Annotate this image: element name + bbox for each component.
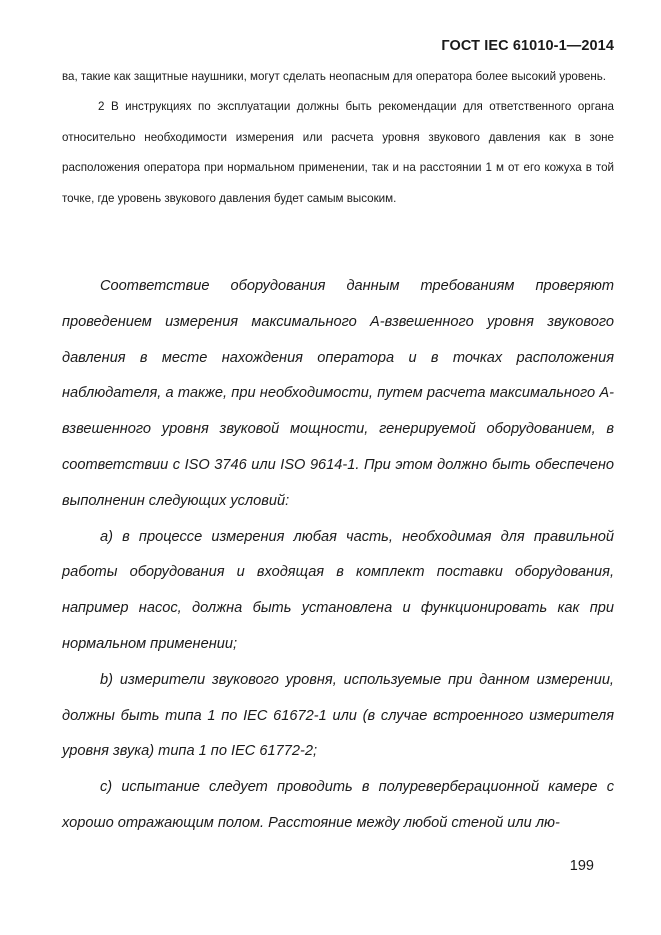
notes-block [62, 62, 614, 214]
compliance-paragraph: Соответствие оборудования данным требованиям проверяют проведением измерения максимального А-взвешенного уровня звукового давления в месте нахождения оператора и в точках расположения наблюдателя, а также, при необходимости, путем расчета максимального А-взвешенного уровня звуковой мощности, генерируемой оборудованием, в соответствии с ISO 3746 или ISO 9614-1. При этом должно быть обеспечено выполненин следующих условий: [62, 278, 614, 509]
condition-a: a) в процессе измерения любая часть, необходимая для правильной работы оборудования и входящая в комплект поставки оборудования, например насос, должна быть установлена и функционировать как при нормальном применении; [62, 528, 614, 652]
condition-b: b) измерители звукового уровня, используемые при данном измерении, должны быть типа 1 по IEC 61672-1 или (в случае встроенного измерителя уровня звука) типа 1 по IEC 61772-2; [62, 671, 614, 760]
document-page [62, 0, 614, 935]
compliance-block [62, 269, 614, 842]
condition-c: c) испытание следует проводить в полуреверберационной камере с хорошо отражающим полом. Расстояние между любой стеной или лю- [62, 779, 614, 831]
page-number: 199 [569, 858, 594, 874]
note-continuation: ва, такие как защитные наушники, могут сделать неопасным для оператора более высокий уровень. [62, 70, 607, 83]
standard-title: ГОСТ IEC 61010-1—2014 [441, 38, 614, 54]
note-2: 2 В инструкциях по эксплуатации должны быть рекомендации для ответственного органа относительно необходимости измерения или расчета уровня звукового давления как в зоне расположения оператора при нормальном применении, так и на расстоянии 1 м от его кожуха в той точке, где уровень звукового давления будет самым высоким. [62, 100, 614, 205]
